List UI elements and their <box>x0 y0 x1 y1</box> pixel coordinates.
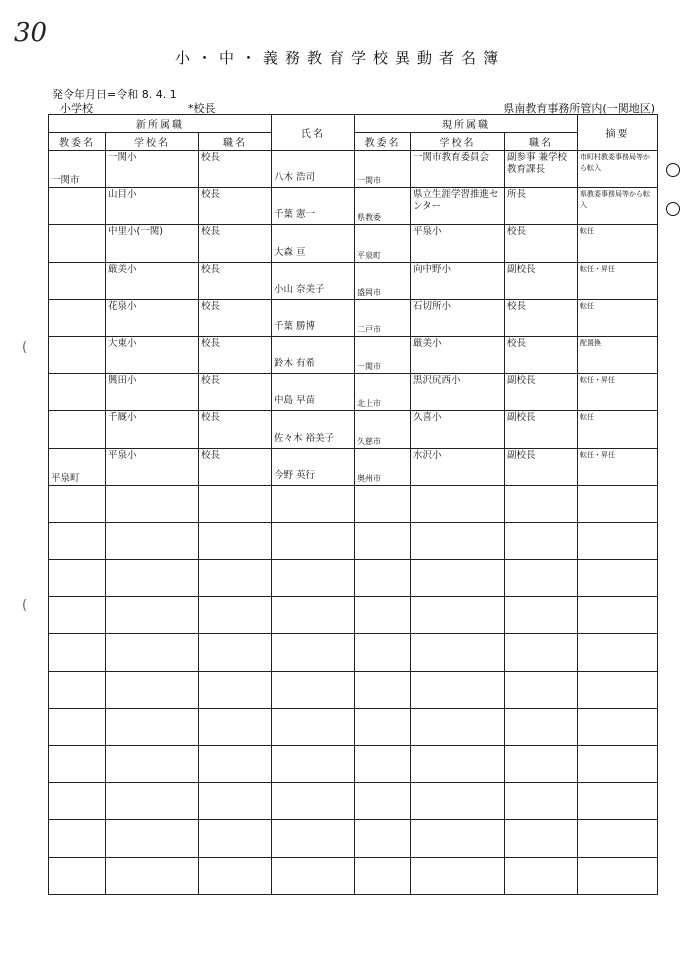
new-position-text: 校長 <box>201 375 221 387</box>
cell-new-school <box>106 262 199 299</box>
cell-new-board <box>49 522 106 559</box>
cell-cur-school <box>411 522 505 559</box>
new-school-text: 山目小 <box>108 189 137 201</box>
cur-board-text: 一関市 <box>357 176 382 186</box>
remarks-text: 市町村教委事務局等から転入 <box>580 153 651 173</box>
cell-remarks <box>578 634 658 671</box>
cell-new-school <box>106 560 199 597</box>
cur-board-text: 盛岡市 <box>357 287 382 297</box>
cur-school-text: 厳美小 <box>413 337 442 349</box>
cur-position-text: 副校長 <box>507 449 536 461</box>
cell-cur-school <box>411 262 505 299</box>
cell-new-board <box>49 708 106 745</box>
cell-new-position <box>199 820 272 857</box>
cell-cur-board <box>355 448 411 485</box>
cell-new-position <box>199 597 272 634</box>
cell-name <box>272 411 355 448</box>
table-row <box>49 783 658 820</box>
cur-board-text: 久慈市 <box>357 436 382 446</box>
cell-new-board <box>49 783 106 820</box>
cell-new-board <box>49 299 106 336</box>
cell-cur-position <box>505 671 578 708</box>
cell-cur-board <box>355 485 411 522</box>
school-type: 小学校 <box>60 102 93 115</box>
cell-new-school <box>106 336 199 373</box>
cell-remarks <box>578 671 658 708</box>
cell-remarks <box>578 597 658 634</box>
cell-cur-school <box>411 225 505 262</box>
table-row <box>49 188 658 225</box>
check-circle-mark <box>666 163 680 177</box>
cell-cur-school <box>411 299 505 336</box>
cell-cur-school <box>411 746 505 783</box>
name-text: 鈴木 有希 <box>274 358 316 370</box>
cell-name <box>272 262 355 299</box>
header-current-position: 職名 <box>505 133 578 151</box>
cell-cur-board <box>355 857 411 894</box>
cell-new-position <box>199 560 272 597</box>
header-new-position: 職名 <box>199 133 272 151</box>
name-text: 千葉 勝博 <box>274 320 316 332</box>
cell-cur-board <box>355 783 411 820</box>
new-school-text: 一関小 <box>108 152 137 163</box>
header-current-school: 学校名 <box>411 133 505 151</box>
cell-cur-school <box>411 708 505 745</box>
cell-new-school <box>106 225 199 262</box>
cell-new-school <box>106 151 199 188</box>
remarks-text: 転任 <box>580 413 595 422</box>
cell-cur-school <box>411 336 505 373</box>
cell-name <box>272 448 355 485</box>
cell-cur-position <box>505 262 578 299</box>
table-row <box>49 336 658 373</box>
cell-cur-position <box>505 485 578 522</box>
new-school-text: 花泉小 <box>108 300 137 312</box>
cell-new-position <box>199 522 272 559</box>
cell-new-school <box>106 783 199 820</box>
remarks-text: 転任・昇任 <box>580 376 616 385</box>
table-row <box>49 857 658 894</box>
cell-remarks <box>578 560 658 597</box>
cell-new-position <box>199 708 272 745</box>
table-row <box>49 597 658 634</box>
cell-cur-position <box>505 299 578 336</box>
table-row <box>49 485 658 522</box>
cell-cur-board <box>355 522 411 559</box>
cell-name <box>272 151 355 188</box>
name-text: 佐々木 裕美子 <box>274 432 335 444</box>
cell-cur-position <box>505 783 578 820</box>
cell-cur-school <box>411 857 505 894</box>
cell-new-school <box>106 485 199 522</box>
cell-name <box>272 374 355 411</box>
name-text: 八木 浩司 <box>274 172 316 184</box>
cell-new-board <box>49 262 106 299</box>
cell-new-position <box>199 448 272 485</box>
new-position-text: 校長 <box>201 189 221 201</box>
cell-cur-school <box>411 448 505 485</box>
cell-new-school <box>106 597 199 634</box>
cell-name <box>272 225 355 262</box>
cell-cur-school <box>411 597 505 634</box>
header-remarks: 摘要 <box>578 115 658 151</box>
cell-cur-board <box>355 411 411 448</box>
cell-new-school <box>106 820 199 857</box>
cell-new-board <box>49 671 106 708</box>
name-text: 千葉 憲一 <box>274 209 316 221</box>
cur-board-text: 県教委 <box>357 213 382 223</box>
cell-new-board <box>49 746 106 783</box>
cell-new-position <box>199 262 272 299</box>
cur-board-text: 二戸市 <box>357 324 382 334</box>
new-school-text: 興田小 <box>108 375 137 387</box>
cell-cur-position <box>505 560 578 597</box>
cell-new-position <box>199 151 272 188</box>
cell-remarks <box>578 485 658 522</box>
cell-remarks <box>578 225 658 262</box>
cell-new-board <box>49 597 106 634</box>
cell-cur-school <box>411 671 505 708</box>
cell-cur-school <box>411 151 505 188</box>
cell-cur-position <box>505 634 578 671</box>
cell-new-board <box>49 634 106 671</box>
cur-position-text: 校長 <box>507 226 527 238</box>
cell-new-board <box>49 857 106 894</box>
cur-school-text: 黒沢尻西小 <box>413 375 461 387</box>
header-new-board: 教委名 <box>49 133 106 151</box>
cell-cur-position <box>505 151 578 188</box>
position-filter: *校長 <box>188 102 216 115</box>
cell-cur-position <box>505 820 578 857</box>
cell-new-position <box>199 411 272 448</box>
header-current-board: 教委名 <box>355 133 411 151</box>
cell-name <box>272 671 355 708</box>
margin-mark: ( <box>22 598 28 613</box>
transfer-roster-table <box>48 114 658 895</box>
cell-new-school <box>106 671 199 708</box>
cell-new-board <box>49 188 106 225</box>
cell-new-board <box>49 485 106 522</box>
cell-cur-position <box>505 411 578 448</box>
check-circle-mark <box>666 202 680 216</box>
cell-cur-position <box>505 225 578 262</box>
cell-new-board <box>49 560 106 597</box>
cell-new-school <box>106 857 199 894</box>
cell-cur-position <box>505 336 578 373</box>
cell-new-school <box>106 188 199 225</box>
cell-cur-board <box>355 746 411 783</box>
cell-remarks <box>578 857 658 894</box>
cell-new-board <box>49 374 106 411</box>
cur-position-text: 校長 <box>507 300 527 312</box>
header-new-assignment: 新所属職 <box>49 115 272 133</box>
cell-cur-board <box>355 671 411 708</box>
cell-name <box>272 188 355 225</box>
cell-new-school <box>106 522 199 559</box>
cur-school-text: 久喜小 <box>413 412 442 424</box>
new-board-text: 平泉町 <box>51 472 80 484</box>
cell-new-school <box>106 634 199 671</box>
cell-name <box>272 597 355 634</box>
cur-position-text: 副校長 <box>507 412 536 424</box>
cur-school-text: 水沢小 <box>413 449 442 461</box>
cell-name <box>272 634 355 671</box>
cur-board-text: 平泉町 <box>357 250 382 260</box>
cell-remarks <box>578 746 658 783</box>
cell-cur-position <box>505 746 578 783</box>
name-text: 今野 英行 <box>274 469 316 481</box>
cell-new-school <box>106 708 199 745</box>
cell-cur-position <box>505 448 578 485</box>
cell-cur-position <box>505 857 578 894</box>
table-row <box>49 448 658 485</box>
new-position-text: 校長 <box>201 263 221 275</box>
cur-position-text: 副参事 兼学校教育課長 <box>507 152 568 175</box>
cell-remarks <box>578 336 658 373</box>
cell-cur-board <box>355 634 411 671</box>
cur-school-text: 平泉小 <box>413 226 442 238</box>
remarks-text: 転任・昇任 <box>580 264 616 273</box>
cur-position-text: 校長 <box>507 337 527 349</box>
cell-new-school <box>106 411 199 448</box>
cell-cur-position <box>505 522 578 559</box>
new-school-text: 大東小 <box>108 337 137 349</box>
cell-remarks <box>578 151 658 188</box>
table-row <box>49 522 658 559</box>
cell-name <box>272 746 355 783</box>
page-number: 30 <box>14 18 48 48</box>
new-position-text: 校長 <box>201 226 221 238</box>
new-school-text: 厳美小 <box>108 263 137 275</box>
cell-cur-board <box>355 225 411 262</box>
cell-cur-school <box>411 560 505 597</box>
cell-cur-board <box>355 374 411 411</box>
table-row <box>49 374 658 411</box>
cell-cur-school <box>411 485 505 522</box>
table-row <box>49 671 658 708</box>
region-label: 県南教育事務所管内(一関地区) <box>503 102 655 115</box>
cell-remarks <box>578 262 658 299</box>
cell-new-board <box>49 448 106 485</box>
cur-school-text: 向中野小 <box>413 263 452 275</box>
header-name: 氏名 <box>272 115 355 151</box>
cell-cur-board <box>355 708 411 745</box>
cell-cur-board <box>355 820 411 857</box>
cell-new-position <box>199 374 272 411</box>
cell-cur-board <box>355 188 411 225</box>
cur-position-text: 所長 <box>507 189 527 201</box>
cell-new-position <box>199 299 272 336</box>
new-school-text: 千厩小 <box>108 412 137 424</box>
table-row <box>49 560 658 597</box>
cell-name <box>272 820 355 857</box>
new-school-text: 中里小(一関) <box>108 226 163 238</box>
name-text: 小山 奈美子 <box>274 283 325 295</box>
cell-cur-board <box>355 299 411 336</box>
new-position-text: 校長 <box>201 152 221 163</box>
cell-cur-position <box>505 708 578 745</box>
remarks-text: 県教委事務局等から転入 <box>580 190 651 210</box>
cell-new-position <box>199 225 272 262</box>
remarks-text: 転任 <box>580 227 595 236</box>
remarks-text: 転任・昇任 <box>580 450 616 459</box>
table-row <box>49 225 658 262</box>
table-row <box>49 411 658 448</box>
new-position-text: 校長 <box>201 300 221 312</box>
cell-remarks <box>578 448 658 485</box>
cell-name <box>272 299 355 336</box>
cur-board-text: 北上市 <box>357 399 382 409</box>
remarks-text: 転任 <box>580 301 595 310</box>
new-position-text: 校長 <box>201 337 221 349</box>
cell-new-board <box>49 820 106 857</box>
cell-cur-school <box>411 634 505 671</box>
cell-new-position <box>199 783 272 820</box>
cell-name <box>272 783 355 820</box>
cell-cur-board <box>355 336 411 373</box>
new-position-text: 校長 <box>201 412 221 424</box>
cell-cur-school <box>411 411 505 448</box>
issue-date-line: 発令年月日=令和 8. 4. 1 <box>52 88 177 101</box>
cell-name <box>272 708 355 745</box>
cell-cur-position <box>505 597 578 634</box>
table-row <box>49 262 658 299</box>
cell-remarks <box>578 708 658 745</box>
cell-name <box>272 857 355 894</box>
cell-cur-school <box>411 820 505 857</box>
cell-new-position <box>199 188 272 225</box>
cell-new-school <box>106 448 199 485</box>
table-row <box>49 820 658 857</box>
cell-remarks <box>578 820 658 857</box>
cell-cur-board <box>355 262 411 299</box>
cell-cur-board <box>355 597 411 634</box>
cur-position-text: 副校長 <box>507 375 536 387</box>
cell-cur-school <box>411 783 505 820</box>
cell-new-position <box>199 634 272 671</box>
cell-new-position <box>199 336 272 373</box>
document-title: 小・中・義務教育学校異動者名簿 <box>174 49 505 67</box>
new-board-text: 一関市 <box>51 175 80 187</box>
cell-remarks <box>578 374 658 411</box>
cell-name <box>272 336 355 373</box>
header-current-assignment: 現所属職 <box>355 115 578 133</box>
cell-remarks <box>578 299 658 336</box>
cell-remarks <box>578 783 658 820</box>
cell-new-school <box>106 746 199 783</box>
cell-cur-board <box>355 151 411 188</box>
cell-new-school <box>106 374 199 411</box>
cur-school-text: 一関市教育委員会 <box>413 152 490 163</box>
cell-new-board <box>49 151 106 188</box>
table-row <box>49 151 658 188</box>
cell-name <box>272 485 355 522</box>
cell-cur-school <box>411 188 505 225</box>
cur-position-text: 副校長 <box>507 263 536 275</box>
cell-new-position <box>199 746 272 783</box>
cur-board-text: 奥州市 <box>357 473 382 483</box>
table-row <box>49 746 658 783</box>
cell-remarks <box>578 411 658 448</box>
cur-board-text: 一関市 <box>357 362 382 372</box>
table-row <box>49 708 658 745</box>
new-position-text: 校長 <box>201 449 221 461</box>
cur-school-text: 石切所小 <box>413 300 452 312</box>
cell-new-board <box>49 225 106 262</box>
new-school-text: 平泉小 <box>108 449 137 461</box>
cell-new-board <box>49 411 106 448</box>
remarks-text: 配置換 <box>580 338 602 347</box>
cell-new-position <box>199 857 272 894</box>
cell-cur-school <box>411 374 505 411</box>
cell-name <box>272 560 355 597</box>
cell-name <box>272 522 355 559</box>
cur-school-text: 県立生涯学習推進センター <box>413 189 499 213</box>
cell-remarks <box>578 522 658 559</box>
header-new-school: 学校名 <box>106 133 199 151</box>
cell-cur-position <box>505 374 578 411</box>
cell-new-school <box>106 299 199 336</box>
cell-cur-position <box>505 188 578 225</box>
table-row <box>49 299 658 336</box>
cell-new-board <box>49 336 106 373</box>
table-row <box>49 634 658 671</box>
margin-mark: ( <box>22 340 28 355</box>
cell-new-position <box>199 485 272 522</box>
name-text: 大森 亘 <box>274 246 306 258</box>
cell-new-position <box>199 671 272 708</box>
cell-cur-board <box>355 560 411 597</box>
name-text: 中島 早苗 <box>274 395 316 407</box>
cell-remarks <box>578 188 658 225</box>
